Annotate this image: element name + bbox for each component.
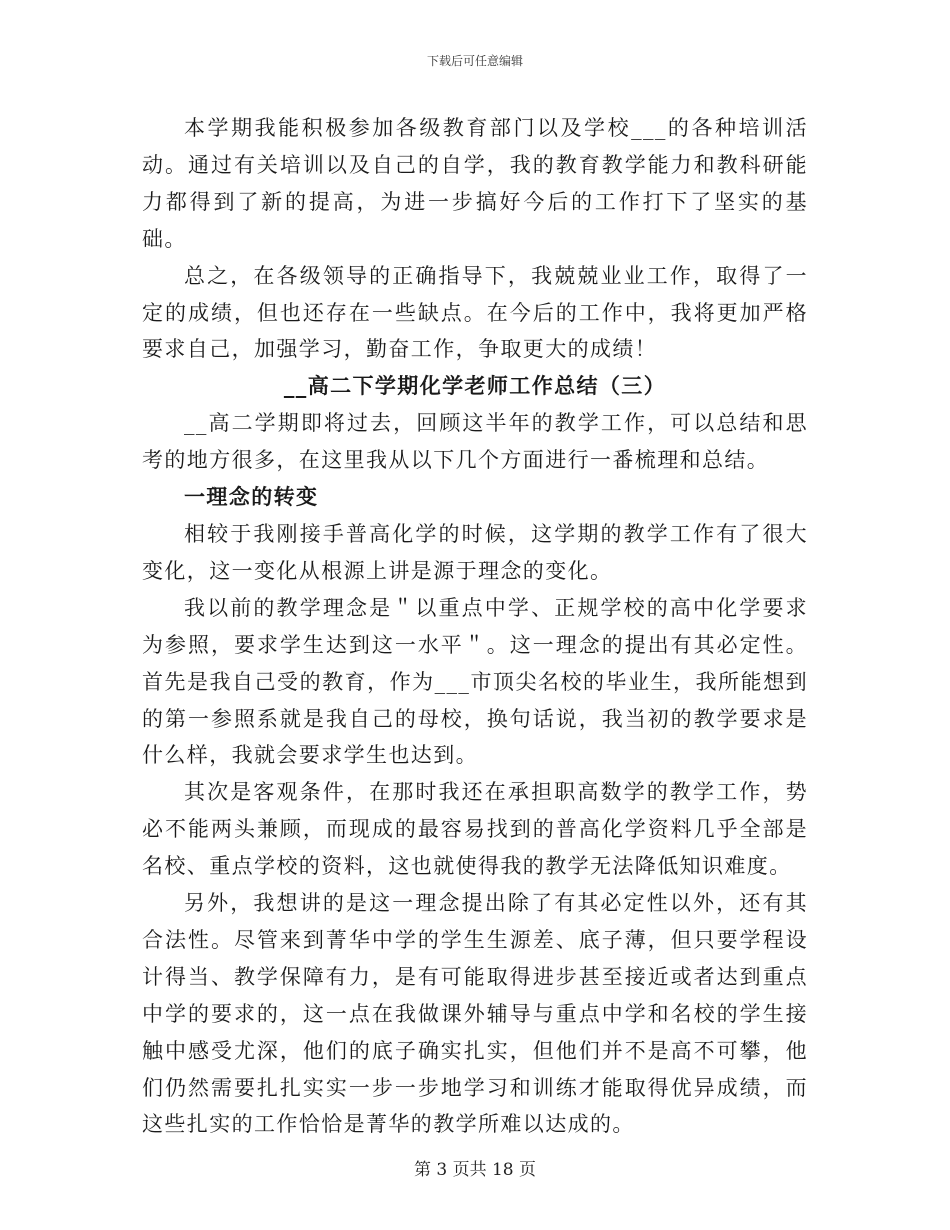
page-header-note: 下载后可任意编辑 — [426, 54, 523, 68]
paragraph-former-concept: 我以前的教学理念是＂以重点中学、正规学校的高中化学要求为参照，要求学生达到这一水平＂。这一理念的提出有其必定性。首先是我自己受的教育，作为___市顶尖名校的毕业生，我所能想到的第一参照系就是我自己的母校，换句话说，我当初的教学要求是什么样，我就会要求学生也达到。 — [142, 595, 808, 768]
paragraph-change: 相较于我刚接手普高化学的时候，这学期的教学工作有了很大变化，这一变化从根源上讲是源于理念的变化。 — [142, 521, 808, 583]
paragraph-legitimacy: 另外，我想讲的是这一理念提出除了有其必定性以外，还有其合法性。尽管来到菁华中学的学生生源差、底子薄，但只要学程设计得当、教学保障有力，是有可能取得进步甚至接近或者达到重点中学的要求的，这一点在我做课外辅导与重点中学和名校的学生接触中感受尤深，他们的底子确实扎实，但他们并不是高不可攀，他们仍然需要扎扎实实一步一步地学习和训练才能取得优异成绩，而这些扎实的工作恰恰是菁华的教学所难以达成的。 — [142, 891, 808, 1137]
paragraph-training: 本学期我能积极参加各级教育部门以及学校___的各种培训活动。通过有关培训以及自己的自学，我的教育教学能力和教科研能力都得到了新的提高，为进一步搞好今后的工作打下了坚实的基础。 — [142, 116, 808, 251]
page-number: 第 3 页共 18 页 — [413, 1160, 537, 1180]
paragraph-conclusion: 总之，在各级领导的正确指导下，我兢兢业业工作，取得了一定的成绩，但也还存在一些缺点。在今后的工作中，我将更加严格要求自己，加强学习，勤奋工作，争取更大的成绩！ — [142, 263, 808, 362]
document-body — [142, 110, 808, 1143]
section-title: __高二下学期化学老师工作总结（三） — [283, 373, 667, 399]
paragraph-objective-conditions: 其次是客观条件，在那时我还在承担职高数学的教学工作，势必不能两头兼顾，而现成的最容易找到的普高化学资料几乎全部是名校、重点学校的资料，这也就使得我的教学无法降低知识难度。 — [142, 780, 808, 879]
subheading-concept-change: 一理念的转变 — [184, 484, 319, 510]
paragraph-intro: __高二学期即将过去，回顾这半年的教学工作，可以总结和思考的地方很多，在这里我从以下几个方面进行一番梳理和总结。 — [142, 411, 808, 473]
